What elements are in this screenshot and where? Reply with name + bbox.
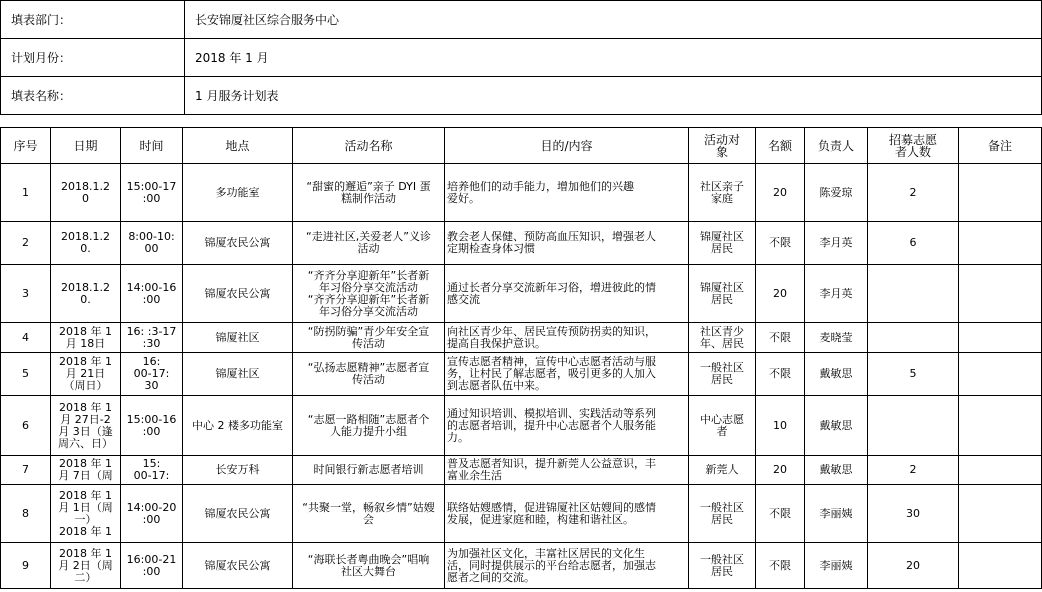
- row-note-cell: [959, 485, 1042, 543]
- row-date-cell: [51, 222, 121, 265]
- row-number: 1: [22, 186, 29, 199]
- row-time-cell: [121, 265, 183, 323]
- row-purpose: 宣传志愿者精神，宣传中心志愿者活动与服 务，让村民了解志愿者，吸引更多的人加入 到志愿者队伍中来。: [447, 356, 656, 392]
- header-note: 备注: [959, 128, 1042, 164]
- row-target-cell: [689, 485, 756, 543]
- row-purpose: 教会老人保健、预防高血压知识，增强老人 定期检查身体习惯: [447, 231, 656, 255]
- row-time: 8:00-10: 00: [128, 231, 175, 255]
- row-volunteers-cell: [868, 222, 959, 265]
- row-place-cell: [183, 353, 293, 396]
- row-note-cell: [959, 265, 1042, 323]
- row-activity-name: “共聚一堂，畅叙乡情”姑嫂 会: [302, 501, 435, 526]
- row-place-cell: [183, 456, 293, 485]
- row-place-cell: [183, 396, 293, 456]
- row-date: 2018 年 1 月 7日（周: [58, 458, 113, 482]
- row-time: 15:00-17 :00: [126, 180, 177, 205]
- row-number: 4: [22, 331, 29, 344]
- row-date: 2018.1.2 0.: [61, 281, 110, 306]
- row-date: 2018 年 1 月 2日（周 二）: [58, 547, 113, 584]
- row-target: 一般社区 居民: [700, 553, 744, 578]
- row-purpose-cell: [445, 164, 689, 222]
- row-quota-cell: [756, 323, 805, 353]
- header-quota: 名额: [756, 128, 805, 164]
- row-note-cell: [959, 222, 1042, 265]
- row-number: 3: [22, 287, 29, 300]
- row-activity-name: “志愿一路相随”志愿者个 人能力提升小组: [307, 413, 430, 438]
- row-quota: 不限: [769, 237, 791, 249]
- row-purpose: 培养他们的动手能力，增加他们的兴趣 爱好。: [447, 180, 634, 205]
- header-target: 活动对 象: [689, 128, 756, 164]
- row-purpose: 通过长者分享交流新年习俗，增进彼此的情 感交流: [447, 281, 656, 306]
- form-name-label: 填表名称：: [1, 77, 185, 115]
- row-volunteers-cell: [868, 323, 959, 353]
- row-number-cell: [1, 456, 51, 485]
- row-target: 中心志愿 者: [700, 413, 744, 438]
- row-time-cell: [121, 353, 183, 396]
- row-number: 8: [22, 507, 29, 520]
- row-leader: 李丽姨: [819, 559, 853, 572]
- row-quota-cell: [756, 265, 805, 323]
- row-note-cell: [959, 456, 1042, 485]
- row-date: 2018.1.2 0.: [61, 231, 110, 255]
- header-date: 日期: [51, 128, 121, 164]
- row-leader: 李月英: [819, 287, 853, 300]
- table-header-row: [1, 128, 1042, 164]
- row-place: 锦厦社区: [215, 331, 260, 344]
- table-row: [1, 222, 1042, 265]
- row-note-cell: [959, 164, 1042, 222]
- row-volunteers: 6: [909, 237, 917, 249]
- row-target-cell: [689, 543, 756, 589]
- row-activity-name-cell: [293, 543, 445, 589]
- row-purpose: 为加强社区文化，丰富社区居民的文化生 活，同时提供展示的平台给志愿者，加强志 愿者之间的交流。: [447, 547, 656, 584]
- row-quota-cell: [756, 164, 805, 222]
- row-time: 16:00-21 :00: [126, 553, 177, 578]
- row-activity-name: “走进社区,关爱老人”义诊 活动: [306, 231, 431, 255]
- row-number-cell: [1, 265, 51, 323]
- header-activity-name: 活动名称: [293, 128, 445, 164]
- header-purpose: 目的/内容: [445, 128, 689, 164]
- row-activity-name: “弘扬志愿精神”志愿者宣 传活动: [307, 362, 430, 386]
- row-date: 2018 年 1 月 1日（周 一） 2018 年 1: [58, 489, 113, 538]
- row-date-cell: [51, 164, 121, 222]
- form-name-value: 1 月服务计划表: [185, 77, 1042, 115]
- row-place: 锦厦农民公寓: [204, 559, 271, 572]
- header-place: 地点: [183, 128, 293, 164]
- row-number-cell: [1, 222, 51, 265]
- row-date: 2018 年 1 月 21日 （周日）: [59, 356, 112, 392]
- row-target-cell: [689, 323, 756, 353]
- row-time: 16: :3-17 :30: [126, 325, 177, 350]
- row-purpose: 通过知识培训、模拟培训、实践活动等系列 的志愿者培训，提升中心志愿者个人服务能 力。: [447, 407, 656, 444]
- row-purpose-cell: [445, 543, 689, 589]
- row-activity-name: “甜蜜的邂逅”亲子 DYI 蛋 糕制作活动: [306, 180, 431, 205]
- row-time-cell: [121, 396, 183, 456]
- row-purpose-cell: [445, 265, 689, 323]
- row-leader-cell: [805, 323, 868, 353]
- row-volunteers-cell: [868, 456, 959, 485]
- department-label: 填表部门：: [1, 1, 185, 39]
- row-leader: 李丽姨: [819, 507, 853, 520]
- header-no: 序号: [1, 128, 51, 164]
- row-leader: 陈爱琼: [819, 186, 853, 199]
- row-note-cell: [959, 396, 1042, 456]
- row-target: 锦厦社区 居民: [700, 231, 744, 255]
- row-volunteers-cell: [868, 485, 959, 543]
- month-value: 2018 年 1 月: [185, 39, 1042, 77]
- row-place: 锦厦农民公寓: [204, 507, 271, 520]
- row-target: 新莞人: [705, 464, 739, 476]
- row-target-cell: [689, 164, 756, 222]
- row-leader-cell: [805, 353, 868, 396]
- row-time-cell: [121, 164, 183, 222]
- row-number-cell: [1, 164, 51, 222]
- header-time: 时间: [121, 128, 183, 164]
- row-quota-cell: [756, 222, 805, 265]
- service-plan-table: [0, 127, 1042, 589]
- row-target: 社区亲子 家庭: [700, 180, 744, 205]
- row-leader: 麦晓莹: [819, 331, 853, 344]
- row-volunteers-cell: [868, 265, 959, 323]
- row-volunteers: 2: [909, 464, 917, 476]
- info-row-month: [1, 39, 1042, 77]
- row-place-cell: [183, 164, 293, 222]
- row-place: 中心 2 楼多功能室: [192, 419, 283, 432]
- info-row-form-name: [1, 77, 1042, 115]
- row-date-cell: [51, 396, 121, 456]
- row-place-cell: [183, 222, 293, 265]
- row-time-cell: [121, 485, 183, 543]
- row-target-cell: [689, 222, 756, 265]
- row-date: 2018.1.2 0: [61, 180, 110, 205]
- row-target-cell: [689, 353, 756, 396]
- row-activity-name-cell: [293, 353, 445, 396]
- row-number-cell: [1, 396, 51, 456]
- row-target-cell: [689, 265, 756, 323]
- row-note-cell: [959, 353, 1042, 396]
- row-place: 锦厦农民公寓: [204, 287, 271, 300]
- row-time-cell: [121, 456, 183, 485]
- table-row: [1, 396, 1042, 456]
- table-body: [1, 164, 1042, 589]
- row-number: 7: [22, 464, 29, 476]
- row-note-cell: [959, 543, 1042, 589]
- row-place-cell: [183, 323, 293, 353]
- row-volunteers: 2: [909, 186, 917, 199]
- row-leader: 戴敏思: [819, 419, 853, 432]
- row-activity-name-cell: [293, 164, 445, 222]
- row-activity-name: “齐齐分享迎新年”长者新 年习俗分享交流活动 “齐齐分享迎新年”长者新 年习俗分享交流活动: [307, 269, 430, 318]
- row-place: 锦厦农民公寓: [204, 237, 271, 249]
- row-volunteers-cell: [868, 543, 959, 589]
- row-target: 一般社区 居民: [700, 362, 744, 386]
- row-volunteers-cell: [868, 353, 959, 396]
- row-time: 14:00-16 :00: [126, 281, 177, 306]
- header-info-table: [0, 0, 1042, 115]
- table-row: [1, 543, 1042, 589]
- row-date-cell: [51, 353, 121, 396]
- row-date: 2018 年 1 月 18日: [59, 325, 112, 350]
- row-leader: 戴敏思: [819, 368, 853, 380]
- row-quota: 不限: [769, 368, 791, 380]
- info-row-department: [1, 1, 1042, 39]
- row-purpose-cell: [445, 222, 689, 265]
- row-number-cell: [1, 543, 51, 589]
- month-label: 计划月份：: [1, 39, 185, 77]
- row-leader-cell: [805, 396, 868, 456]
- table-row: [1, 353, 1042, 396]
- row-activity-name-cell: [293, 265, 445, 323]
- row-time-cell: [121, 323, 183, 353]
- row-quota: 不限: [769, 331, 791, 344]
- row-place: 长安万科: [215, 464, 260, 476]
- row-volunteers: 30: [906, 507, 920, 520]
- table-row: [1, 456, 1042, 485]
- row-quota: 20: [773, 464, 787, 476]
- row-time: 14:00-20 :00: [126, 501, 177, 526]
- row-number-cell: [1, 323, 51, 353]
- row-activity-name: “海联长者粤曲晚会”唱响 社区大舞台: [307, 553, 430, 578]
- row-purpose-cell: [445, 456, 689, 485]
- row-leader-cell: [805, 485, 868, 543]
- row-time-cell: [121, 222, 183, 265]
- row-place-cell: [183, 485, 293, 543]
- row-note-cell: [959, 323, 1042, 353]
- row-place: 锦厦社区: [215, 368, 260, 380]
- row-number-cell: [1, 353, 51, 396]
- row-purpose: 向社区青少年、居民宣传预防拐卖的知识， 提高自我保护意识。: [447, 325, 656, 350]
- row-leader-cell: [805, 543, 868, 589]
- row-number: 2: [22, 237, 29, 249]
- row-number-cell: [1, 485, 51, 543]
- row-date-cell: [51, 543, 121, 589]
- row-target: 社区青少 年、居民: [700, 325, 744, 350]
- row-quota: 不限: [769, 507, 791, 520]
- table-row: [1, 323, 1042, 353]
- row-date-cell: [51, 456, 121, 485]
- header-leader: 负责人: [805, 128, 868, 164]
- row-leader-cell: [805, 164, 868, 222]
- row-date: 2018 年 1 月 27日-2 月 3日（逢 周六、日）: [58, 401, 113, 450]
- table-row: [1, 265, 1042, 323]
- department-value: 长安锦厦社区综合服务中心: [185, 1, 1042, 39]
- row-quota-cell: [756, 396, 805, 456]
- row-date-cell: [51, 323, 121, 353]
- row-quota-cell: [756, 456, 805, 485]
- table-row: [1, 485, 1042, 543]
- row-leader-cell: [805, 456, 868, 485]
- row-time: 15:00-16 :00: [126, 413, 177, 438]
- row-quota-cell: [756, 485, 805, 543]
- row-number: 6: [22, 419, 29, 432]
- row-activity-name-cell: [293, 323, 445, 353]
- row-place-cell: [183, 265, 293, 323]
- row-number: 9: [22, 559, 29, 572]
- row-purpose-cell: [445, 353, 689, 396]
- row-activity-name-cell: [293, 456, 445, 485]
- row-quota: 10: [773, 419, 787, 432]
- row-target-cell: [689, 396, 756, 456]
- row-number: 5: [22, 368, 29, 380]
- row-volunteers: 20: [906, 559, 920, 572]
- row-place-cell: [183, 543, 293, 589]
- row-time-cell: [121, 543, 183, 589]
- row-activity-name: 时间银行新志愿者培训: [313, 464, 424, 476]
- row-quota: 不限: [769, 559, 791, 572]
- row-volunteers-cell: [868, 164, 959, 222]
- header-volunteers: 招募志愿 者人数: [868, 128, 959, 164]
- row-quota-cell: [756, 353, 805, 396]
- row-activity-name: “防拐防骗”青少年安全宣 传活动: [307, 325, 430, 350]
- table-row: [1, 164, 1042, 222]
- row-leader-cell: [805, 222, 868, 265]
- row-volunteers: 5: [909, 368, 917, 380]
- row-leader: 戴敏思: [819, 464, 853, 476]
- row-target: 锦厦社区 居民: [700, 281, 744, 306]
- row-purpose-cell: [445, 485, 689, 543]
- row-volunteers-cell: [868, 396, 959, 456]
- row-purpose: 普及志愿者知识，提升新莞人公益意识，丰 富业余生活: [447, 458, 656, 482]
- row-time: 15: 00-17:: [133, 458, 170, 482]
- row-leader-cell: [805, 265, 868, 323]
- row-place: 多功能室: [215, 186, 260, 199]
- row-quota: 20: [773, 186, 787, 199]
- row-purpose: 联络姑嫂感情，促进锦厦社区姑嫂间的感情 发展，促进家庭和睦，构建和谐社区。: [447, 501, 656, 526]
- row-purpose-cell: [445, 396, 689, 456]
- row-activity-name-cell: [293, 396, 445, 456]
- row-date-cell: [51, 485, 121, 543]
- row-target: 一般社区 居民: [700, 501, 744, 526]
- row-activity-name-cell: [293, 485, 445, 543]
- row-time: 16: 00-17: 30: [133, 356, 170, 392]
- row-activity-name-cell: [293, 222, 445, 265]
- row-quota-cell: [756, 543, 805, 589]
- row-date-cell: [51, 265, 121, 323]
- row-leader: 李月英: [819, 237, 853, 249]
- row-purpose-cell: [445, 323, 689, 353]
- row-quota: 20: [773, 287, 787, 300]
- row-target-cell: [689, 456, 756, 485]
